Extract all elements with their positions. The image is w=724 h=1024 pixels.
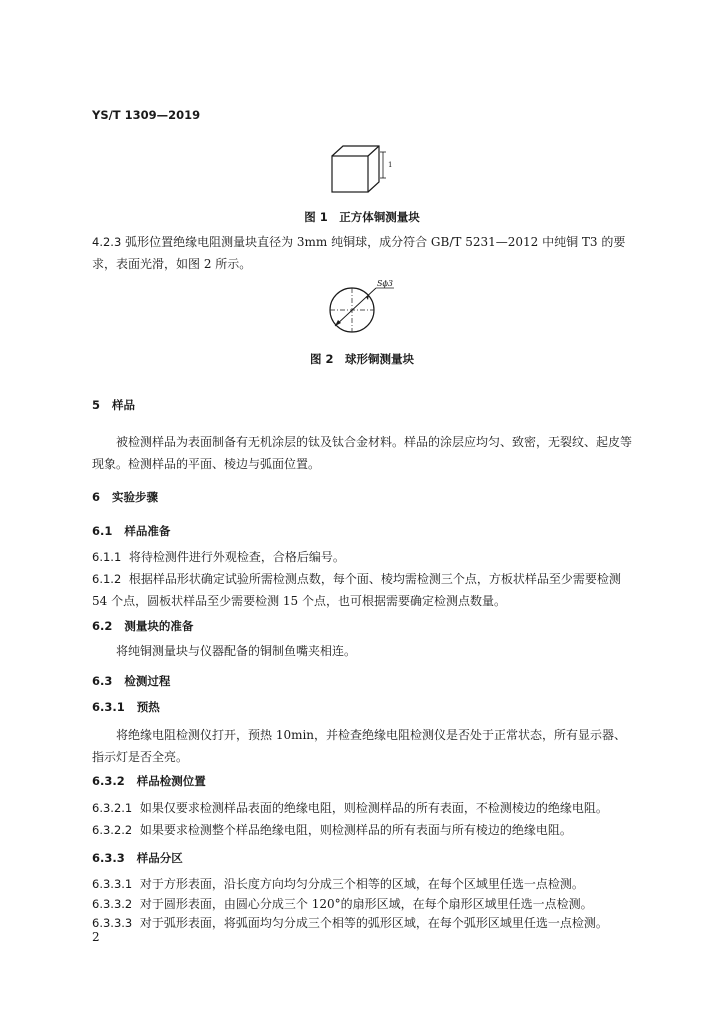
section-number: 6.3.2 (92, 774, 125, 788)
clause-6-3-3-1 (92, 873, 632, 895)
section-title: 样品 (112, 398, 136, 412)
clause-number: 6.3.2.2 (92, 823, 133, 837)
section-number: 6.2 (92, 619, 113, 633)
clause-number: 6.1.2 (92, 572, 122, 586)
clause-text: 如果仅要求检测样品表面的绝缘电阻，则检测样品的所有表面，不检测棱边的绝缘电阻。 (139, 801, 608, 815)
cube-dimension-label: 1 (388, 161, 393, 169)
sphere-figure (322, 280, 402, 340)
clause-number: 6.3.2.1 (92, 801, 133, 815)
page-number: 2 (92, 930, 100, 944)
section-number: 6.3.1 (92, 700, 125, 714)
clause-6-1-2 (92, 568, 632, 612)
section-6-3-heading (92, 673, 170, 689)
clause-number: 6.3.3.1 (92, 877, 133, 891)
section-title: 测量块的准备 (124, 619, 194, 633)
section-number: 6 (92, 490, 101, 504)
figure-1-caption: 图 1 正方体铜测量块 (304, 210, 420, 224)
clause-6-3-2-1 (92, 797, 632, 819)
cube-figure (325, 142, 395, 198)
section-6-3-3-heading (92, 850, 183, 866)
section-title: 样品分区 (136, 851, 183, 865)
sphere-diameter-label: Sϕ3 (377, 280, 394, 288)
section-6-3-1-text: 将绝缘电阻检测仪打开，预热 10min，并检查绝缘电阻检测仪是否处于正常状态，所有显示器、指示灯是否全亮。 (92, 728, 627, 764)
clause-4-2-3 (92, 231, 632, 275)
clause-6-3-2-2 (92, 819, 632, 841)
section-5-heading (92, 397, 135, 413)
clause-number: 6.3.3.2 (92, 897, 133, 911)
clause-number: 6.3.3.3 (92, 916, 133, 930)
clause-text: 对于圆形表面，由圆心分成三个 120°的扇形区域，在每个扇形区域里任选一点检测。 (139, 897, 593, 911)
figure-2-caption: 图 2 球形铜测量块 (309, 352, 414, 366)
section-title: 样品准备 (124, 524, 171, 538)
clause-number: 4.2.3 (92, 235, 122, 249)
section-number: 6.3 (92, 674, 113, 688)
clause-number: 6.1.1 (92, 550, 122, 564)
section-title: 样品检测位置 (136, 774, 206, 788)
section-number: 5 (92, 398, 101, 412)
section-title: 检测过程 (124, 674, 171, 688)
section-6-3-1-heading (92, 699, 160, 715)
section-6-3-2-heading (92, 773, 206, 789)
section-title: 实验步骤 (112, 490, 159, 504)
clause-text: 如果要求检测整个样品绝缘电阻，则检测样品的所有表面与所有棱边的绝缘电阻。 (139, 823, 572, 837)
section-title: 预热 (136, 700, 160, 714)
section-6-2-text: 将纯铜测量块与仪器配备的铜制鱼嘴夹相连。 (116, 644, 357, 658)
clause-6-1-1 (92, 546, 632, 568)
clause-text: 对于弧形表面，将弧面均匀分成三个相等的弧形区域，在每个弧形区域里任选一点检测。 (139, 916, 608, 930)
clause-text: 对于方形表面，沿长度方向均匀分成三个相等的区域，在每个区域里任选一点检测。 (139, 877, 584, 891)
clause-text: 将待检测件进行外观检查，合格后编号。 (128, 550, 345, 564)
standard-number-header: YS/T 1309—2019 (92, 108, 201, 122)
clause-6-3-3-3 (92, 912, 632, 934)
section-5-text: 被检测样品为表面制备有无机涂层的钛及钛合金材料。样品的涂层应均匀、致密，无裂纹、起皮等现象。检测样品的平面、棱边与弧面位置。 (92, 435, 633, 471)
clause-text: 弧形位置绝缘电阻测量块直径为 3mm 纯铜球，成分符合 GB/T 5231—2012 中纯铜 T3 的要求，表面光滑，如图 2 所示。 (92, 235, 626, 271)
section-number: 6.1 (92, 524, 113, 538)
section-6-1-heading (92, 523, 170, 539)
section-6-2-heading (92, 618, 193, 634)
clause-text: 根据样品形状确定试验所需检测点数，每个面、棱均需检测三个点，方板状样品至少需要检测 54 个点，圆板状样品至少需要检测 15 个点，也可根据需要确定检测点数量。 (92, 572, 621, 608)
section-6-heading (92, 489, 158, 505)
section-number: 6.3.3 (92, 851, 125, 865)
